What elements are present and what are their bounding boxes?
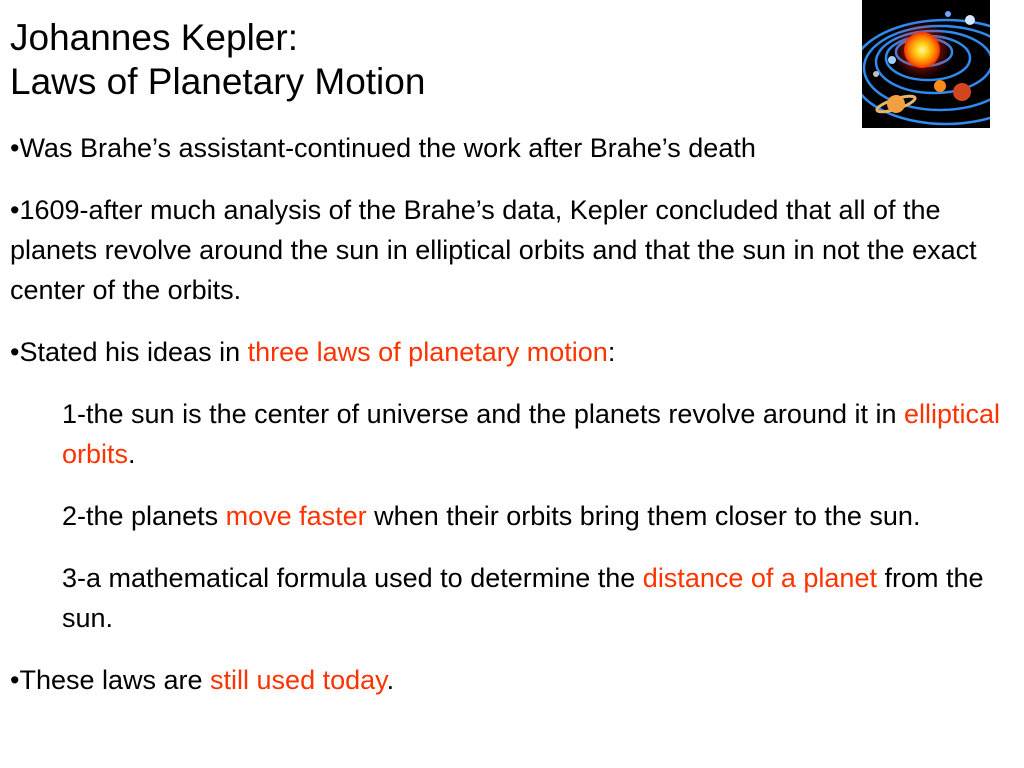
bullet-text: . bbox=[386, 665, 395, 695]
law-text: . bbox=[128, 439, 136, 469]
slide-body bbox=[10, 128, 1005, 700]
law-3 bbox=[10, 558, 1005, 638]
bullet-text: •Was Brahe’s assistant-continued the work after Brahe’s death bbox=[10, 133, 756, 163]
bullet-brahe-assistant bbox=[10, 128, 1005, 168]
law-text: 3-a mathematical formula used to determine the bbox=[62, 563, 643, 593]
bullet-text: •These laws are bbox=[10, 665, 211, 695]
bullet-three-laws bbox=[10, 332, 1005, 372]
bullet-1609-conclusion bbox=[10, 190, 1005, 310]
slide-title bbox=[10, 16, 425, 104]
title-line-2: Laws of Planetary Motion bbox=[10, 61, 426, 102]
bullet-text: : bbox=[607, 337, 616, 367]
law-2 bbox=[10, 496, 1005, 536]
law-1 bbox=[10, 394, 1005, 474]
bullet-text: •Stated his ideas in bbox=[10, 337, 248, 367]
solar-system-icon bbox=[862, 0, 990, 128]
highlight-text: three laws of planetary motion bbox=[247, 337, 608, 367]
highlight-text: elliptical orbits bbox=[62, 399, 1001, 469]
law-text: when their orbits bring them closer to the sun. bbox=[366, 501, 921, 531]
highlight-text: distance of a planet bbox=[642, 563, 877, 593]
title-line-1: Johannes Kepler: bbox=[10, 17, 298, 58]
highlight-text: move faster bbox=[225, 501, 367, 531]
highlight-text: still used today bbox=[210, 665, 387, 695]
law-text: 1-the sun is the center of universe and the planets revolve around it in bbox=[62, 399, 905, 429]
bullet-laws-used-today bbox=[10, 660, 1005, 700]
law-text: from the sun. bbox=[62, 563, 984, 633]
bullet-text: •1609-after much analysis of the Brahe’s data, Kepler concluded that all of the planets revolve around the sun in elliptical orbits and that the sun in not the exact center of the orbits. bbox=[10, 195, 977, 305]
law-text: 2-the planets bbox=[62, 501, 226, 531]
